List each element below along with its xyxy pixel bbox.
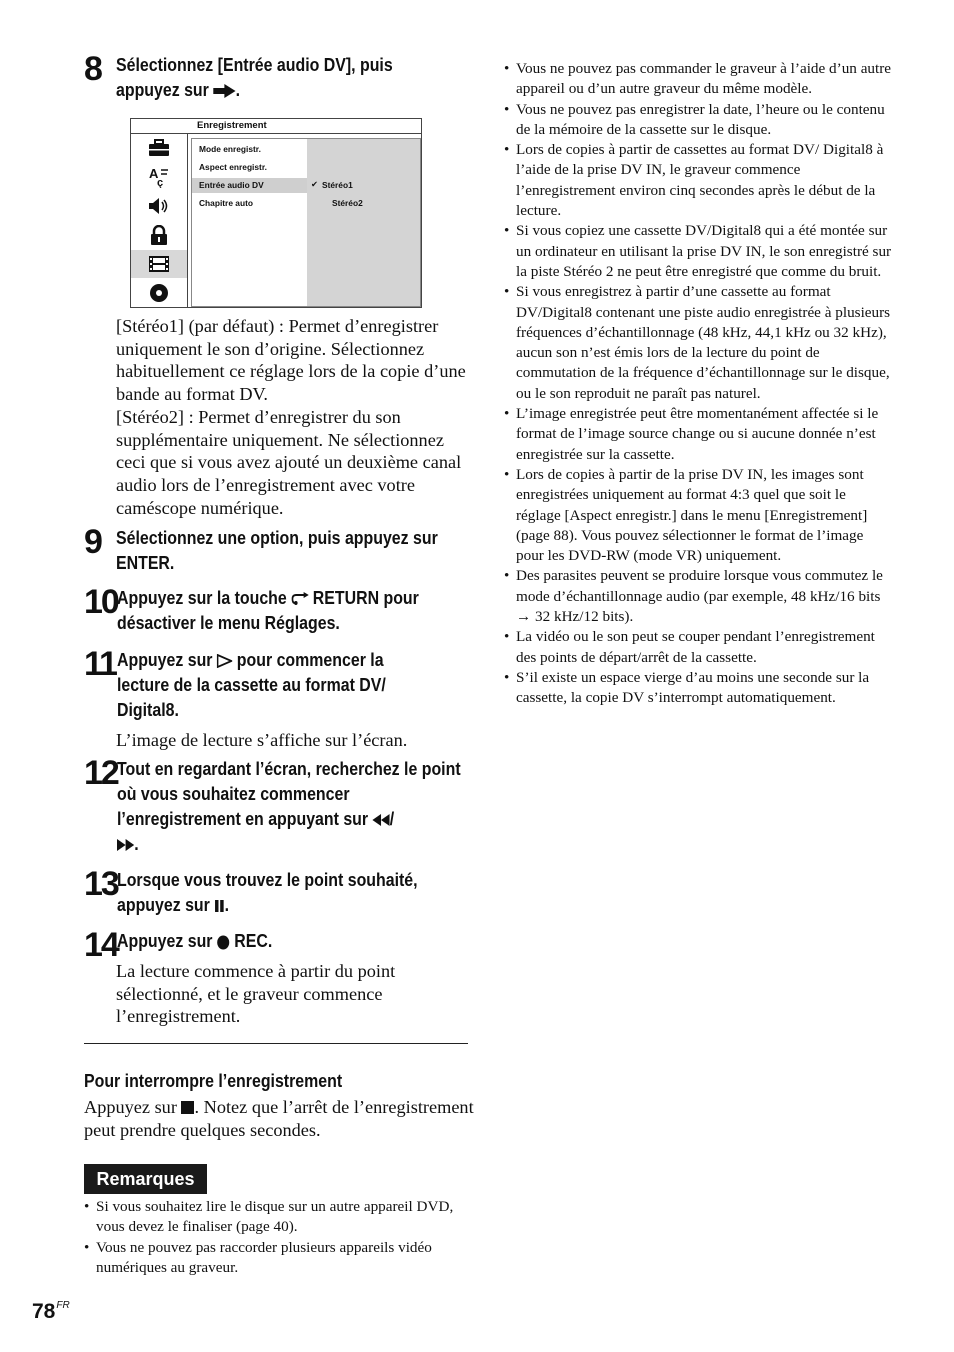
- step-number: 13: [84, 865, 118, 903]
- step-title: Appuyez sur la touche RETURN pour désactiver le menu Réglages.: [117, 587, 419, 633]
- list-item: • Vous ne pouvez pas raccorder plusieurs appareils vidéo numériques au graveur.: [84, 1238, 472, 1279]
- step-10: [84, 585, 476, 635]
- step-11: [84, 647, 476, 722]
- fast-forward-icon: [117, 839, 134, 851]
- step-title: Tout en regardant l’écran, recherchez le point où vous souhaitez commencer l’enregistrement en appuyant sur / .: [117, 758, 461, 854]
- remarks-badge: Remarques: [84, 1164, 207, 1194]
- step-number: 12: [84, 754, 118, 792]
- step-title: Appuyez sur REC.: [117, 930, 273, 951]
- step-title: Sélectionnez [Entrée audio DV], puis appuyez sur .: [116, 54, 393, 100]
- step-14: [84, 926, 476, 964]
- list-item: • Des parasites peuvent se produire lorsque vous commutez le mode d’échantillonnage audio (par exemple, 48 kHz/16 bits → 32 kHz/12 bits).: [504, 566, 894, 627]
- pause-icon: [214, 899, 224, 913]
- language-icon: [131, 163, 187, 191]
- page-number: $78^{FR}$: [32, 1300, 70, 1323]
- step-title: Appuyez sur pour commencer la lecture de la cassette au format DV/ Digital8.: [117, 649, 386, 720]
- section-divider: [84, 1043, 468, 1044]
- film-icon: [131, 250, 187, 278]
- list-item: • Vous ne pouvez pas commander le graveur à l’aide d’un autre appareil ou d’un autre graveur du même modèle.: [504, 59, 894, 100]
- option: Stéréo2: [332, 198, 363, 208]
- lock-icon: [131, 221, 187, 249]
- list-item: • Si vous enregistrez à partir d’une cassette au format DV/Digital8 contenant une piste audio enregistrée à plusieurs fréquences d’échantillonnage (48 kHz, 44,1 kHz ou 32 kHz), aucun son n’est émis lors de la lecture du point de commutation de la fréquence d’échantillonnage sur le disque, ou le son reproduit ne paraît pas naturel.: [504, 282, 894, 404]
- menu-item: Aspect enregistr.: [199, 162, 267, 172]
- list-item: • Lors de copies à partir de la prise DV IN, les images sont enregistrées uniquement au format 4:3 quel que soit le réglage [Aspect enregistr.] dans le menu [Enregistrement] (page 88). Vous pouvez sélectionner le format de l’image pour les DVD-RW (mode VR) uniquement.: [504, 465, 894, 566]
- screen-title: Enregistrement: [197, 120, 267, 131]
- toolbox-icon: [131, 134, 187, 162]
- step-number: 9: [84, 523, 101, 561]
- list-item: • Lors de copies à partir de cassettes au format DV/ Digital8 à l’aide de la prise DV IN, le graveur commence l’enregistrement environ cinq secondes après le début de la lecture.: [504, 140, 894, 221]
- record-icon: [217, 935, 230, 950]
- step-12: [84, 756, 476, 856]
- settings-screenshot: [130, 118, 422, 308]
- screen-icon-column: [131, 134, 188, 307]
- list-item: • Si vous souhaitez lire le disque sur un autre appareil DVD, vous devez le finaliser (page 40).: [84, 1197, 472, 1238]
- option-checked: ✔ Stéréo1: [311, 179, 353, 190]
- screen-titlebar: [131, 119, 421, 134]
- svg-text:ç: ç: [157, 177, 164, 188]
- speaker-icon: [131, 192, 187, 220]
- menu-item: Mode enregistr.: [199, 144, 261, 154]
- remarks-list-right: [504, 59, 894, 709]
- step-11-body: L’image de lecture s’affiche sur l’écran.: [116, 730, 408, 750]
- menu-item: Chapitre auto: [199, 198, 253, 208]
- step-14-body: La lecture commence à partir du point sélectionné, et le graveur commence l’enregistrement.: [116, 961, 396, 1027]
- disc-icon: [131, 279, 187, 307]
- arrow-right-icon: [213, 84, 235, 98]
- list-item: • Si vous copiez une cassette DV/Digital8 qui a été montée sur un ordinateur en utilisant la prise DV IN, le son enregistré sur la piste Stéréo 2 ne peut être enregistré que comme du bruit.: [504, 221, 894, 282]
- menu-item-selected: Entrée audio DV: [192, 178, 307, 193]
- step-title: Sélectionnez une option, puis appuyez sur ENTER.: [116, 527, 438, 573]
- step-8: [84, 52, 476, 102]
- screen-menu: [191, 138, 421, 307]
- stop-instructions: Appuyez sur . Notez que l’arrêt de l’enregistrement peut prendre quelques secondes.: [84, 1097, 474, 1140]
- return-icon: [291, 592, 308, 606]
- list-item: • La vidéo ou le son peut se couper pendant l’enregistrement des points de départ/arrêt de la cassette.: [504, 627, 894, 668]
- step-number: 11: [84, 645, 116, 683]
- stop-icon: [181, 1101, 194, 1114]
- step-number: 10: [84, 583, 118, 621]
- svg-text:A: A: [149, 166, 159, 181]
- remarks-list-left: [84, 1197, 472, 1278]
- paragraph: [Stéréo1] (par défaut) : Permet d’enregistrer uniquement le son d’origine. Sélectionnez habituellement ce réglage lors de la copie d’une bande au format DV.: [116, 316, 466, 405]
- section-heading: Pour interrompre l’enregistrement: [84, 1070, 343, 1091]
- step-number: 14: [84, 926, 118, 964]
- check-icon: ✔: [311, 179, 319, 189]
- step-13: [84, 867, 476, 917]
- step-title: Lorsque vous trouvez le point souhaité, appuyez sur .: [117, 869, 418, 915]
- step-9: [84, 525, 476, 575]
- option-pane: [307, 139, 420, 306]
- list-item: • Vous ne pouvez pas enregistrer la date, l’heure ou le contenu de la mémoire de la cassette sur le disque.: [504, 100, 894, 141]
- list-item: • S’il existe un espace vierge d’au moins une seconde sur la cassette, la copie DV s’interrompt automatiquement.: [504, 668, 894, 709]
- play-icon: [217, 654, 232, 668]
- step-number: 8: [84, 50, 101, 88]
- rewind-icon: [373, 814, 390, 826]
- list-item: • L’image enregistrée peut être momentanément affectée si le format de l’image source change ou si aucune donnée n’est enregistrée sur la cassette.: [504, 404, 894, 465]
- step-8-body: [116, 315, 476, 519]
- paragraph: [Stéréo2] : Permet d’enregistrer du son supplémentaire uniquement. Ne sélectionnez ceci que si vous avez ajouté un deuxième canal audio lors de l’enregistrement avec votre caméscope numérique.: [116, 406, 462, 518]
